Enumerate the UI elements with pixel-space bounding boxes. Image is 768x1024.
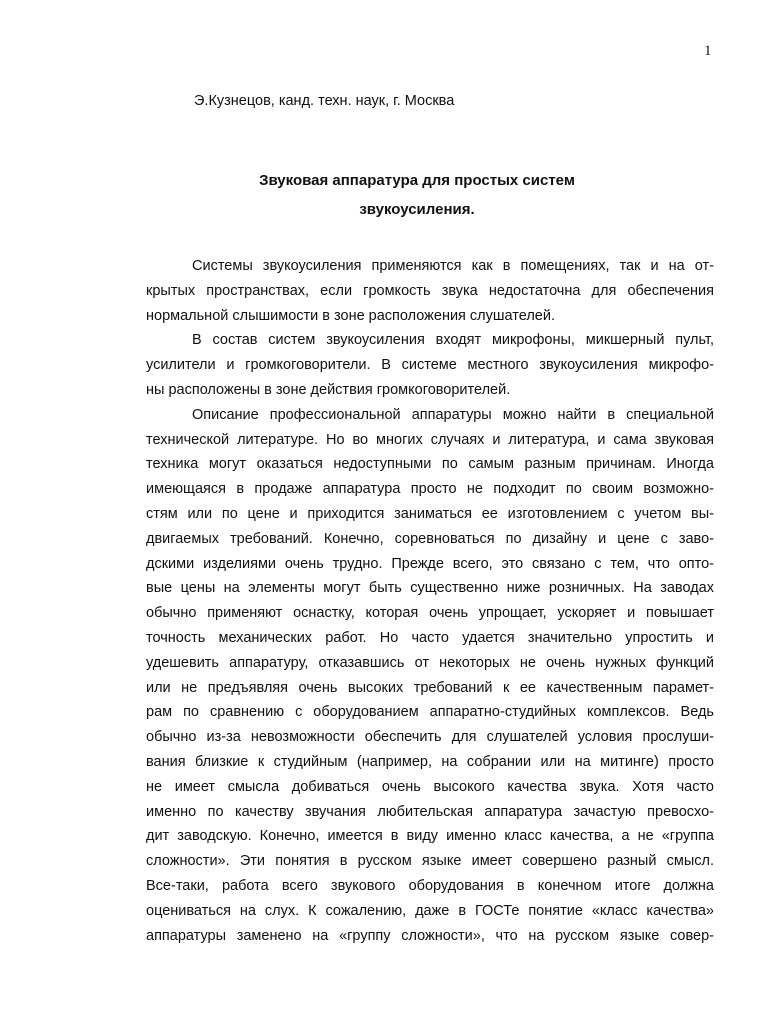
text-line: стям или по цене и приходится заниматься ее изготовлением с учетом вы- <box>146 505 714 522</box>
article-title <box>120 166 714 224</box>
text-line: технической литературе. Но во многих случаях и литература, и сама звуковая <box>146 431 714 448</box>
text-line: аппаратуры заменено на «группу сложности», что на русском языке совер- <box>146 927 714 944</box>
text-line: техника могут оказаться недоступными по самым разным причинам. Иногда <box>146 456 714 473</box>
text-line: дскими изделиями очень трудно. Прежде всего, это связано с тем, что опто- <box>146 555 714 572</box>
text-line: нормальной слышимости в зоне расположения слушателей. <box>146 307 555 324</box>
text-line: сложности». Эти понятия в русском языке имеет совершено разный смысл. <box>146 853 714 870</box>
text-line: оцениваться на слух. К сожалению, даже в ГОСТе понятие «класс качества» <box>146 902 714 919</box>
text-line: обычно применяют оснастку, которая очень упрощает, ускоряет и повышает <box>146 605 714 622</box>
text-line: ны расположены в зоне действия громкоговорителей. <box>146 381 511 398</box>
text-line: Описание профессиональной аппаратуры можно найти в специальной <box>192 406 714 423</box>
text-line: усилители и громкоговорители. В системе местного звукоусиления микрофо- <box>146 357 714 374</box>
text-line: двигаемых требований. Конечно, соревноваться по дизайну и цене с заво- <box>146 530 714 547</box>
text-line: Все-таки, работа всего звукового оборудования в конечном итоге должна <box>146 877 714 894</box>
title-line-1: Звуковая аппаратура для простых систем <box>259 172 575 189</box>
text-line: рам по сравнению с оборудованием аппаратно-студийных комплексов. Ведь <box>146 704 714 721</box>
text-line: вые цены на элементы могут быть существенно ниже розничных. На заводах <box>146 580 714 597</box>
page-number: 1 <box>704 43 712 59</box>
text-line: В состав систем звукоусиления входят микрофоны, микшерный пульт, <box>192 332 714 349</box>
text-line: имеющаяся в продаже аппаратура просто не подходит по своим возможно- <box>146 481 714 498</box>
text-line: или не предъявляя очень высоких требований к ее качественным парамет- <box>146 679 714 696</box>
text-line: удешевить аппаратуру, отказавшись от некоторых не очень нужных функций <box>146 654 714 671</box>
text-line: вания близкие к студийным (например, на собрании или на митинге) просто <box>146 753 714 770</box>
text-line: обычно из-за невозможности обеспечить для слушателей условия прослуши- <box>146 729 714 746</box>
text-line: именно по качеству звучания любительская аппаратура зачастую превосхо- <box>146 803 714 820</box>
text-line: точность механических работ. Но часто удается значительно упростить и <box>146 629 714 646</box>
text-line: крытых пространствах, если громкость звука недостаточна для обеспечения <box>146 282 714 299</box>
title-line-2: звукоусиления. <box>359 201 475 218</box>
article-body <box>146 254 714 948</box>
text-line: не имеет смысла добиваться очень высокого качества звука. Хотя часто <box>146 778 714 795</box>
text-line: Системы звукоусиления применяются как в помещениях, так и на от- <box>192 258 714 274</box>
author-line: Э.Кузнецов, канд. техн. наук, г. Москва <box>194 93 455 109</box>
text-line: дит заводскую. Конечно, имеется в виду именно класс качества, а не «группа <box>146 828 714 845</box>
